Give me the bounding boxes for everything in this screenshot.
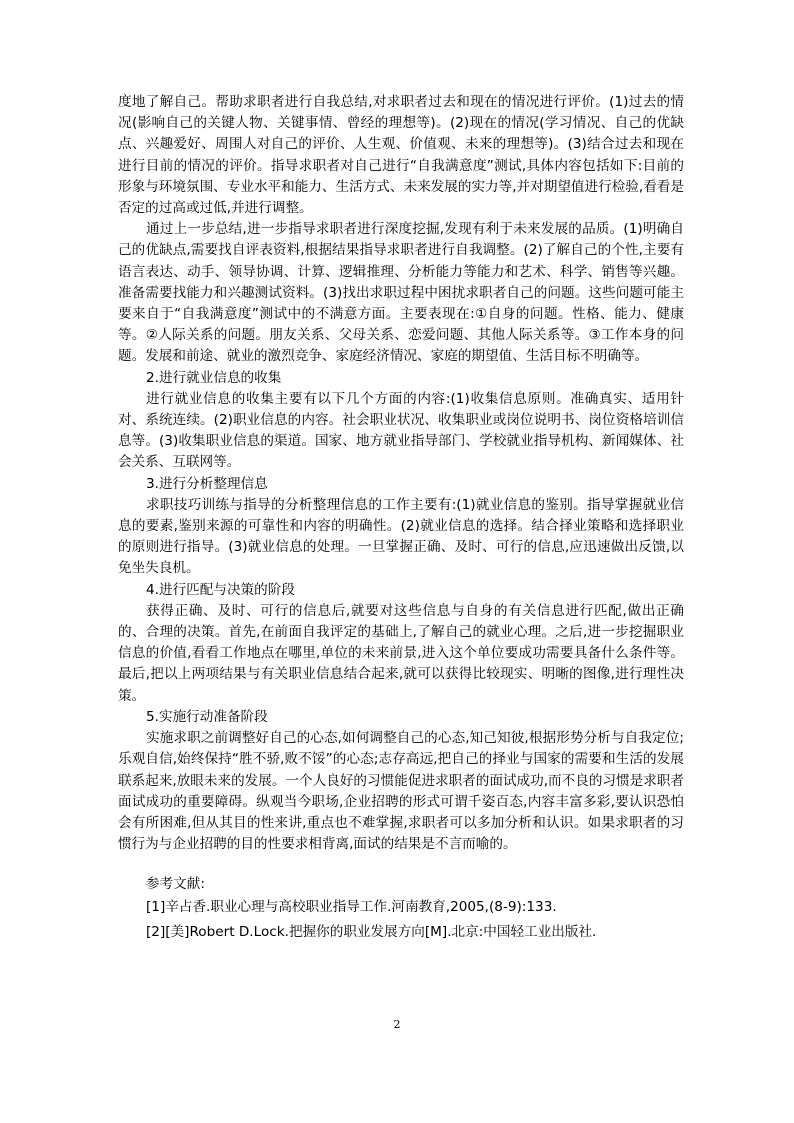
reference-item: [2][美]Robert D.Lock.把握你的职业发展方向[M].北京:中国轻工业出版社. (146, 924, 597, 941)
section-heading-matching-decision: 4.进行匹配与决策的阶段 (146, 581, 295, 598)
spacer (118, 855, 684, 873)
paragraph-action-preparation: 实施求职之前调整好自己的心态,如何调整自己的心态,知己知彼,根据形势分析与自我定位;乐观自信,始终保持“胜不骄,败不馁”的心态;志存高远,把自己的择业与国家的需要和生活的发展联系起来,放眼未来的发展。一个人良好的习惯能促进求职者的面试成功,而不良的习惯是求职者面试成功的重要障碍。纵观当今职场,企业招聘的形式可谓千姿百态,内容丰富多彩,要认识恐怕会有所困难,但从其目的性来讲,重点也不难掌握,求职者可以多加分析和认识。如果求职者的习惯行为与企业招聘的目的性要求相背离,面试的结果是不言而喻的。 (118, 730, 685, 853)
paragraph-deep-exploration: 通过上一步总结,进一步指导求职者进行深度挖掘,发现有利于未来发展的品质。(1)明确自己的优缺点,需要找自评表资料,根据结果指导求职者进行自我调整。(2)了解自己的个性,主要有语言表达、动手、领导协调、计算、逻辑推理、分析能力等能力和艺术、科学、销售等兴趣。准备需要找能力和兴趣测试资料。(3)找出求职过程中困扰求职者自己的问题。这些问题可能主要来自于“自我满意度”测试中的不满意方面。主要表现在:①自身的问题。性格、能力、健康等。②人际关系的问题。朋友关系、父母关系、恋爱问题、其他人际关系等。③工作本身的问题。发展和前途、就业的激烈竞争、家庭经济情况、家庭的期望值、生活目标不明确等。 (118, 221, 684, 365)
reference-item: [1]辛占香.职业心理与高校职业指导工作.河南教育,2005,(8-9):133. (146, 899, 557, 916)
references-heading: 参考文献: (146, 876, 205, 893)
paragraph-matching-decision: 获得正确、及时、可行的信息后,就要对这些信息与自身的有关信息进行匹配,做出正确的、合理的决策。首先,在前面自我评定的基础上,了解自己的就业心理。之后,进一步挖掘职业信息的价值,看看工作地点在哪里,单位的未来前景,进入这个单位要成功需要具备什么条件等。最后,把以上两项结果与有关职业信息结合起来,就可以获得比较现实、明晰的图像,进行理性决策。 (118, 602, 684, 704)
paragraph-info-analysis: 求职技巧训练与指导的分析整理信息的工作主要有:(1)就业信息的鉴别。指导掌握就业信息的要素,鉴别来源的可靠性和内容的明确性。(2)就业信息的选择。结合择业策略和选择职业的原则进行指导。(3)就业信息的处理。一旦掌握正确、及时、可行的信息,应迅速做出反馈,以免坐失良机。 (118, 496, 684, 577)
document-page (118, 92, 684, 945)
paragraph-self-assessment: 度地了解自己。帮助求职者进行自我总结,对求职者过去和现在的情况进行评价。(1)过去的情况(影响自己的关键人物、关键事情、曾经的理想等)。(2)现在的情况(学习情况、自己的优缺点、兴趣爱好、周围人对自己的评价、人生观、价值观、未来的理想等)。(3)结合过去和现在进行目前的情况的评价。指导求职者对自己进行“自我满意度”测试,具体内容包括如下:目前的形象与环境氛围、专业水平和能力、生活方式、未来发展的实力等,并对期望值进行检验,看看是否定的过高或过低,并进行调整。 (118, 94, 684, 217)
paragraph-info-collection: 进行就业信息的收集主要有以下几个方面的内容:(1)收集信息原则。准确真实、适用针对、系统连续。(2)职业信息的内容。社会职业状况、收集职业或岗位说明书、岗位资格培训信息等。(3)收集职业信息的渠道。国家、地方就业指导部门、学校就业指导机构、新闻媒体、社会关系、互联网等。 (118, 390, 684, 471)
section-heading-action-preparation: 5.实施行动准备阶段 (146, 708, 268, 725)
page-number: 2 (393, 1018, 401, 1031)
section-heading-info-analysis: 3.进行分析整理信息 (146, 475, 268, 492)
section-heading-info-collection: 2.进行就业信息的收集 (146, 369, 282, 386)
